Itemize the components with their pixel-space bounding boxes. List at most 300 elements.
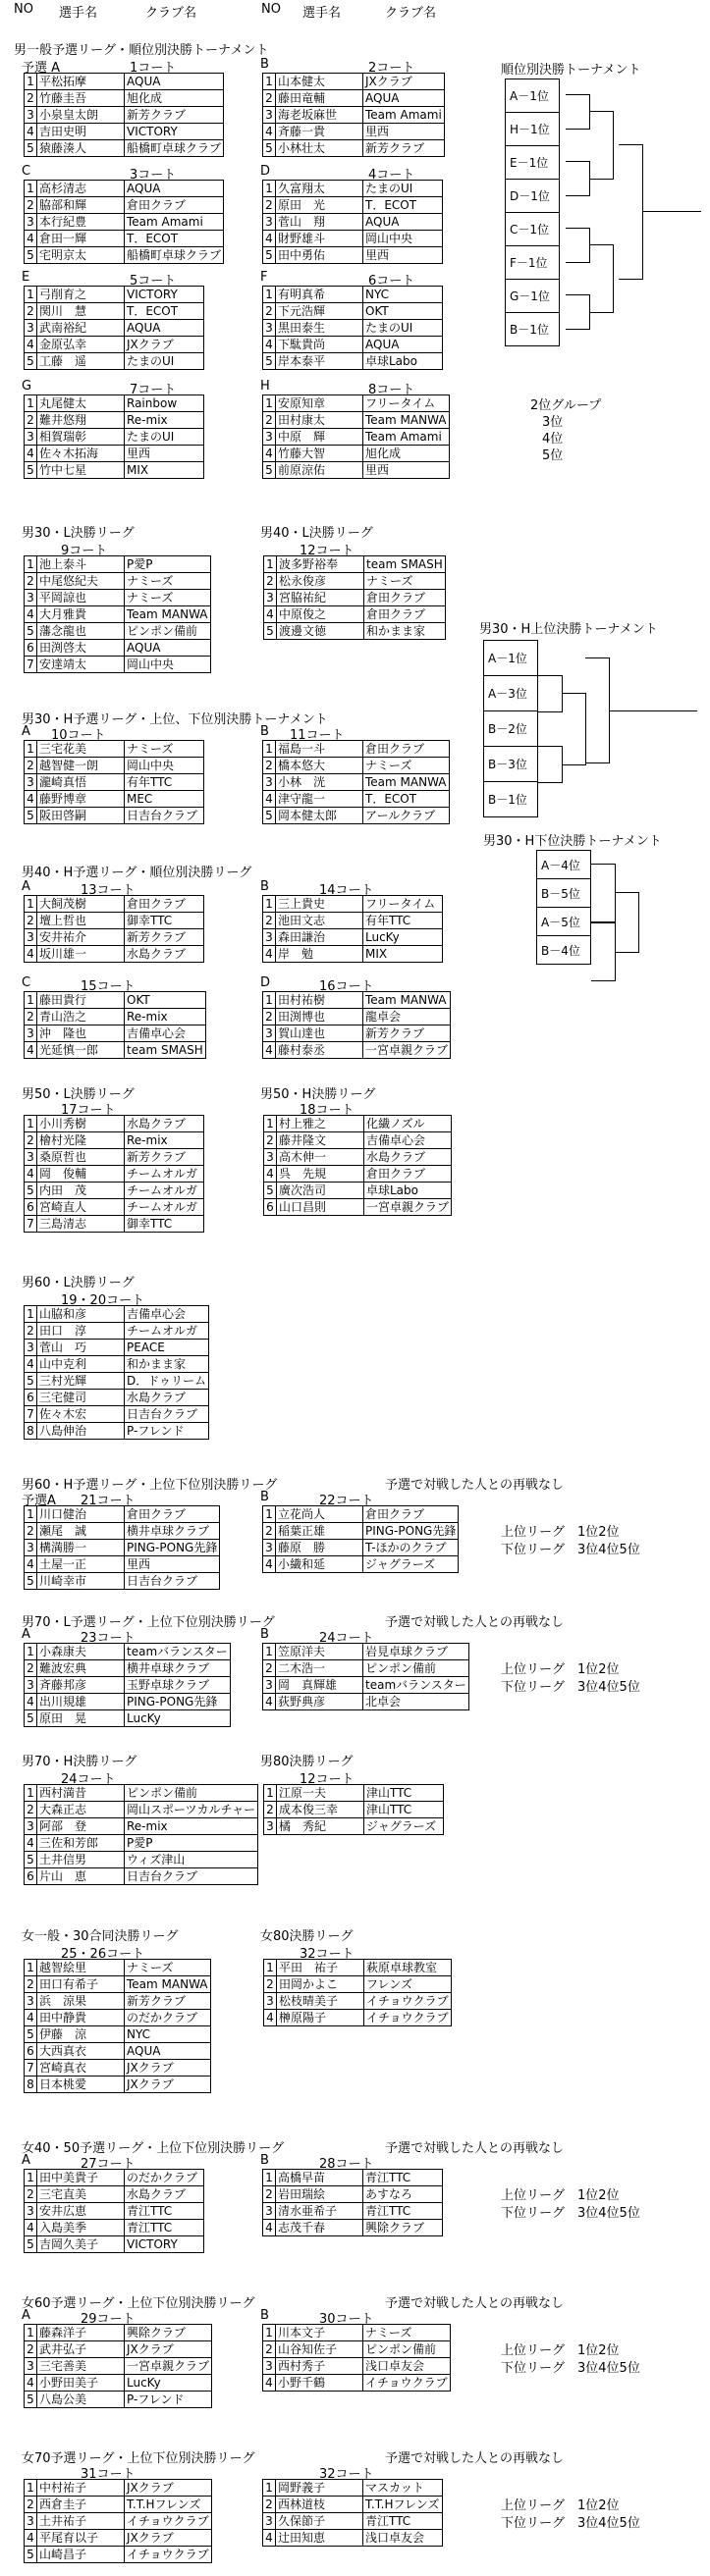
bracket-line	[589, 244, 614, 313]
table-row	[264, 1116, 452, 1132]
club-name: PING-PONG先鋒	[363, 1523, 459, 1540]
player-name: 丸尾健太	[37, 395, 125, 412]
club-name: Team MANWA	[363, 412, 450, 429]
header-player: 選手名	[59, 6, 98, 21]
table-row	[25, 2375, 212, 2392]
bracket-line	[591, 922, 616, 981]
group-label: B	[260, 1627, 269, 1642]
entry-number: 2	[263, 758, 276, 774]
entry-number: 3	[263, 214, 276, 231]
club-name: ナミーズ	[363, 758, 450, 774]
entry-number: 6	[25, 2043, 37, 2060]
player-name: 倉田一輝	[37, 231, 125, 247]
entry-number: 4	[263, 1556, 276, 1573]
club-name: 日吉台クラブ	[125, 1573, 220, 1590]
club-name: OKT	[125, 992, 206, 1009]
player-name: 榊原陽子	[277, 2010, 364, 2026]
player-name: 松枝晴美子	[277, 1993, 364, 2010]
table-row	[263, 320, 443, 337]
entry-number: 7	[25, 1216, 37, 1233]
club-name: Team MANWA	[125, 1976, 211, 1993]
table-row	[263, 446, 450, 462]
table-row	[25, 214, 224, 231]
group-label: 予選 A	[22, 61, 61, 76]
entry-number: 1	[263, 287, 276, 303]
table-row	[25, 556, 211, 573]
entry-number: 4	[25, 1835, 37, 1852]
table-row	[263, 1506, 459, 1523]
bracket-line	[538, 675, 563, 712]
player-name: 吉岡久美子	[37, 2236, 125, 2253]
court-label: 25・26コート	[61, 1947, 145, 1962]
entry-number: 2	[263, 412, 276, 429]
group-table	[24, 394, 204, 479]
player-name: 三村光輝	[37, 1373, 125, 1390]
player-name: 西村満昔	[37, 1785, 125, 1802]
court-label: 5コート	[130, 274, 177, 289]
bracket-entries	[536, 850, 591, 965]
player-name: 高橋早苗	[276, 2170, 363, 2186]
entry-number: 3	[264, 1993, 277, 2010]
table-row	[25, 1390, 209, 1406]
player-name: 池田文志	[276, 913, 363, 929]
rank-group-label: 5位	[542, 448, 564, 463]
player-name: 桑原哲也	[37, 1149, 125, 1166]
table-row	[25, 247, 224, 264]
table-row	[263, 913, 443, 929]
entry-number: 5	[263, 353, 276, 370]
club-name: 一宮卓親クラブ	[364, 1199, 452, 1216]
court-label: 12コート	[300, 1772, 355, 1787]
club-name: チームオルガ	[125, 1166, 204, 1183]
group-table	[24, 2324, 212, 2408]
player-name: 田岡かよこ	[277, 1976, 364, 1993]
bracket-slot: B－2位	[484, 711, 538, 747]
bracket-slot: A－4位	[537, 851, 591, 879]
entry-number: 2	[263, 197, 276, 214]
table-row	[25, 1009, 206, 1025]
entry-number: 6	[25, 1390, 37, 1406]
club-name: PEACE	[125, 1340, 209, 1356]
section-title: 男80決勝リーグ	[260, 1755, 354, 1769]
player-name: 平岡諒也	[37, 590, 125, 606]
club-name: VICTORY	[125, 2236, 204, 2253]
court-label: 3コート	[130, 168, 177, 183]
player-name: 田渕啓太	[37, 640, 125, 657]
entry-number: 4	[263, 946, 276, 963]
club-name: ピンポン備前	[125, 623, 211, 640]
court-label: 2コート	[368, 61, 415, 76]
entry-number: 2	[25, 412, 37, 429]
table-row	[263, 1556, 459, 1573]
table-row	[264, 1993, 452, 2010]
table-row	[25, 287, 204, 303]
player-name: 難波宏典	[37, 1660, 125, 1677]
entry-number: 3	[25, 929, 37, 946]
entry-number: 2	[263, 1660, 276, 1677]
player-name: 福島一斗	[276, 741, 363, 758]
entry-number: 3	[25, 1540, 37, 1556]
entry-number: 1	[25, 2170, 37, 2186]
player-name: 高木伸一	[277, 1149, 364, 1166]
court-label: 24コート	[319, 1631, 374, 1646]
entry-number: 7	[25, 657, 37, 673]
entry-number: 6	[25, 1868, 37, 1885]
table-row	[25, 1868, 258, 1885]
table-row	[25, 140, 224, 157]
court-label: 23コート	[81, 1631, 136, 1646]
bracket-entries	[483, 640, 538, 817]
entry-number: 1	[25, 1960, 37, 1976]
entry-number: 2	[25, 90, 37, 107]
entry-number: 1	[25, 2325, 37, 2341]
entry-number: 3	[25, 590, 37, 606]
entry-number: 4	[25, 2530, 37, 2547]
club-name: JXクラブ	[125, 2060, 211, 2077]
player-name: 関川 慧	[37, 303, 125, 320]
group-label: B	[260, 2153, 269, 2168]
table-row	[263, 1009, 451, 1025]
player-name: 岡本健太郎	[276, 808, 363, 824]
group-table	[262, 2479, 443, 2547]
table-row	[264, 1976, 452, 1993]
entry-number: 5	[263, 140, 276, 157]
table-row	[25, 1199, 204, 1216]
entry-number: 2	[25, 1802, 37, 1818]
table-row	[25, 1423, 209, 1440]
player-name: 田中美貴子	[37, 2170, 125, 2186]
club-name: ピンポン備前	[363, 2341, 451, 2358]
player-name: 川崎幸市	[37, 1573, 125, 1590]
bracket-slot: C－1位	[506, 213, 560, 246]
entry-number: 1	[263, 741, 276, 758]
table-row	[25, 1644, 231, 1660]
group-table	[24, 1505, 220, 1590]
bracket-title: 男30・H上位決勝トーナメント	[479, 622, 658, 637]
club-name: MIX	[363, 946, 443, 963]
entry-number: 4	[25, 946, 37, 963]
club-name: 日吉台クラブ	[125, 1406, 209, 1423]
club-name: 岡山中央	[363, 231, 443, 247]
club-name: P愛P	[125, 1835, 258, 1852]
table-row	[263, 107, 445, 124]
bracket-slot: B－5位	[537, 879, 591, 908]
club-name: ナミーズ	[125, 590, 211, 606]
table-row	[25, 1694, 231, 1710]
no-rematch-note: 予選で対戦した人との再戦なし	[385, 2296, 565, 2311]
table-row	[264, 573, 446, 590]
result-table	[263, 1959, 452, 2026]
player-name: 越智絵里	[37, 1960, 125, 1976]
section-title: 男60・H予選リーグ・上位下位別決勝リーグ	[22, 1478, 278, 1493]
bracket-title: 順位別決勝トーナメント	[501, 63, 641, 78]
section-title: 男60・L決勝リーグ	[22, 1276, 135, 1290]
table-row	[264, 1960, 452, 1976]
club-name: 浅口卓友会	[363, 2530, 443, 2547]
player-name: 津守龍一	[276, 791, 363, 808]
table-row	[25, 2497, 212, 2513]
player-name: 黒田泰生	[276, 320, 363, 337]
bracket-slot: A－1位	[506, 79, 560, 113]
player-name: 瀧崎真悟	[37, 774, 125, 791]
group-table	[262, 73, 445, 157]
player-name: 伊藤 涼	[37, 2026, 125, 2043]
table-row	[263, 774, 450, 791]
player-name: 佐々木宏	[37, 1406, 125, 1423]
player-name: 構満勝一	[37, 1540, 125, 1556]
club-name: 里西	[363, 124, 445, 140]
player-name: 田中勇佑	[276, 247, 363, 264]
player-name: 片山 恵	[37, 1868, 125, 1885]
table-row	[25, 791, 204, 808]
entry-number: 2	[264, 1802, 277, 1818]
player-name: 稲葉正雄	[276, 1523, 363, 1540]
group-table	[262, 740, 450, 824]
entry-number: 6	[25, 640, 37, 657]
table-row	[264, 1183, 452, 1199]
entry-number: 4	[263, 2530, 276, 2547]
group-label: B	[260, 57, 269, 72]
entry-number: 2	[263, 2497, 276, 2513]
club-name: VICTORY	[125, 287, 204, 303]
section-title: 男一般予選リーグ・順位別決勝トーナメント	[14, 43, 269, 58]
table-row	[263, 462, 450, 479]
club-name: 吉備卓心会	[364, 1132, 452, 1149]
player-name: 土井信男	[37, 1852, 125, 1868]
entry-number: 2	[25, 197, 37, 214]
player-name: 田口 淳	[37, 1323, 125, 1340]
group-label: C	[22, 164, 31, 179]
entry-number: 1	[25, 287, 37, 303]
entry-number: 3	[263, 1677, 276, 1694]
player-name: 藤田竜輔	[276, 90, 363, 107]
club-name: 吉備卓心会	[125, 1025, 206, 1042]
club-name: AQUA	[363, 337, 443, 353]
club-name: OKT	[363, 303, 443, 320]
table-row	[25, 1025, 206, 1042]
group-table	[24, 2169, 204, 2253]
player-name: 渡邊文徳	[277, 623, 364, 640]
table-row	[263, 1042, 451, 1059]
table-row	[25, 929, 204, 946]
group-label: B	[260, 1490, 269, 1504]
table-row	[263, 412, 450, 429]
group-table	[262, 1643, 469, 1710]
entry-number: 4	[25, 2220, 37, 2236]
table-row	[25, 231, 224, 247]
table-row	[263, 2375, 451, 2392]
player-name: 檜村光隆	[37, 1132, 125, 1149]
club-name: LucKy	[125, 2375, 212, 2392]
bracket-slot: G－1位	[506, 280, 560, 313]
entry-number: 1	[25, 1506, 37, 1523]
section-title: 女一般・30合同決勝リーグ	[22, 1929, 179, 1944]
entry-number: 4	[25, 446, 37, 462]
lower-league-note: 下位リーグ 3位4位5位	[501, 2206, 640, 2221]
entry-number: 4	[263, 124, 276, 140]
group-label: F	[260, 270, 268, 285]
table-row	[25, 320, 204, 337]
club-name: ピンポン備前	[363, 1660, 469, 1677]
player-name: 宮脇祐紀	[277, 590, 364, 606]
player-name: 平尾育以子	[37, 2530, 125, 2547]
player-name: 西倉圭子	[37, 2497, 125, 2513]
player-name: 武南裕紀	[37, 320, 125, 337]
entry-number: 3	[25, 2358, 37, 2375]
table-row	[264, 623, 446, 640]
table-row	[25, 992, 206, 1009]
player-name: 橘 秀紀	[277, 1818, 364, 1835]
group-table	[24, 740, 204, 824]
player-name: 西村秀子	[276, 2358, 363, 2375]
club-name: ピンポン備前	[125, 1785, 258, 1802]
table-row	[263, 1540, 459, 1556]
player-name: 光延慎一郎	[37, 1042, 125, 1059]
table-row	[25, 1216, 204, 1233]
court-label: 7コート	[130, 383, 177, 397]
entry-number: 1	[25, 181, 37, 197]
player-name: 三島清志	[37, 1216, 125, 1233]
table-row	[25, 2170, 204, 2186]
table-row	[25, 2480, 212, 2497]
entry-number: 3	[25, 1149, 37, 1166]
rank-group-label: 2位グループ	[530, 398, 602, 413]
table-row	[25, 1556, 220, 1573]
player-name: 越智健一朗	[37, 758, 125, 774]
club-name: 津山TTC	[364, 1785, 444, 1802]
entry-number: 3	[263, 929, 276, 946]
club-name: 新芳クラブ	[125, 107, 224, 124]
player-name: 坂川雄一	[37, 946, 125, 963]
club-name: PING-PONG先鋒	[125, 1694, 231, 1710]
bracket-slot: A－1位	[484, 641, 538, 676]
court-label: 29コート	[81, 2312, 136, 2327]
entry-number: 5	[25, 1373, 37, 1390]
club-name: VICTORY	[125, 124, 224, 140]
club-name: JXクラブ	[363, 74, 445, 90]
upper-league-note: 上位リーグ 1位2位	[501, 2188, 620, 2203]
club-name: 岡山中央	[125, 758, 204, 774]
club-name: 吉備卓心会	[125, 1306, 209, 1323]
result-table	[263, 1115, 452, 1216]
club-name: AQUA	[125, 2043, 211, 2060]
entry-number: 8	[25, 2077, 37, 2093]
club-name: JXクラブ	[125, 2077, 211, 2093]
player-name: 三佐和芳郎	[37, 1835, 125, 1852]
court-label: 1コート	[130, 61, 177, 76]
entry-number: 3	[263, 320, 276, 337]
table-row	[25, 429, 204, 446]
table-row	[263, 74, 445, 90]
entry-number: 2	[25, 2341, 37, 2358]
header-player-2: 選手名	[302, 6, 342, 21]
club-name: 有年TTC	[125, 774, 204, 791]
entry-number: 6	[25, 1199, 37, 1216]
entry-number: 2	[263, 1523, 276, 1540]
player-name: 二木浩一	[276, 1660, 363, 1677]
entry-number: 1	[25, 1116, 37, 1132]
player-name: 斉藤邦彦	[37, 1677, 125, 1694]
club-name: P-フレンド	[125, 1423, 209, 1440]
player-name: 宮崎直人	[37, 1199, 125, 1216]
table-row	[264, 1818, 444, 1835]
result-table	[24, 1305, 209, 1440]
club-name: P-フレンド	[125, 2392, 212, 2408]
court-label: 15コート	[81, 979, 136, 994]
player-name: 有明真希	[276, 287, 363, 303]
club-name: Team Amami	[363, 429, 450, 446]
player-name: 荻野典彦	[276, 1694, 363, 1710]
entry-number: 2	[25, 913, 37, 929]
table-row	[263, 2513, 443, 2530]
bracket-line	[538, 746, 563, 783]
entry-number: 5	[264, 623, 277, 640]
player-name: 中村祐子	[37, 2480, 125, 2497]
court-label: 17コート	[61, 1103, 116, 1118]
entry-number: 2	[25, 2186, 37, 2203]
player-name: 内田 茂	[37, 1183, 125, 1199]
player-name: 三宅善美	[37, 2358, 125, 2375]
player-name: 菅山 翔	[276, 214, 363, 231]
club-name: Team Amami	[125, 214, 224, 231]
player-name: 小野田美子	[37, 2375, 125, 2392]
entry-number: 2	[25, 303, 37, 320]
entry-number: 2	[263, 90, 276, 107]
bracket-line	[591, 864, 616, 922]
player-name: 川本文子	[276, 2325, 363, 2341]
header-club-2: クラブ名	[385, 6, 437, 21]
club-name: ナミーズ	[364, 573, 446, 590]
table-row	[263, 395, 450, 412]
club-name: Re-mix	[125, 1009, 206, 1025]
player-name: 三宅直美	[37, 2186, 125, 2203]
club-name: 玉野卓球クラブ	[125, 1677, 231, 1694]
club-name: 御幸TTC	[125, 913, 204, 929]
club-name: イチョウクラブ	[363, 2375, 451, 2392]
bracket-slot: B－4位	[537, 936, 591, 965]
table-row	[263, 2358, 451, 2375]
player-name: 川口健治	[37, 1506, 125, 1523]
bracket-slot: E－1位	[506, 146, 560, 180]
club-name: 北卓会	[363, 1694, 469, 1710]
upper-league-note: 上位リーグ 1位2位	[501, 1662, 620, 1677]
club-name: LucKy	[363, 929, 443, 946]
entry-number: 2	[25, 1009, 37, 1025]
player-name: 下駄貴尚	[276, 337, 363, 353]
player-name: 笠原洋夫	[276, 1644, 363, 1660]
club-name: ナミーズ	[125, 741, 204, 758]
club-name: 御幸TTC	[125, 1216, 204, 1233]
table-row	[25, 2203, 204, 2220]
entry-number: 4	[263, 2220, 276, 2236]
player-name: 小森康夫	[37, 1644, 125, 1660]
table-row	[263, 429, 450, 446]
club-name: 倉田クラブ	[125, 896, 204, 913]
club-name: 水島クラブ	[125, 1116, 204, 1132]
table-row	[25, 124, 224, 140]
court-label: 6コート	[368, 274, 415, 289]
player-name: 壇上哲也	[37, 913, 125, 929]
table-row	[263, 2170, 443, 2186]
player-name: 小林壮太	[276, 140, 363, 157]
entry-number: 5	[263, 462, 276, 479]
club-name: 倉田クラブ	[125, 197, 224, 214]
table-row	[263, 741, 450, 758]
table-row	[25, 2513, 212, 2530]
group-label: B	[260, 879, 269, 894]
club-name: 水島クラブ	[364, 1149, 452, 1166]
group-table	[24, 286, 204, 370]
